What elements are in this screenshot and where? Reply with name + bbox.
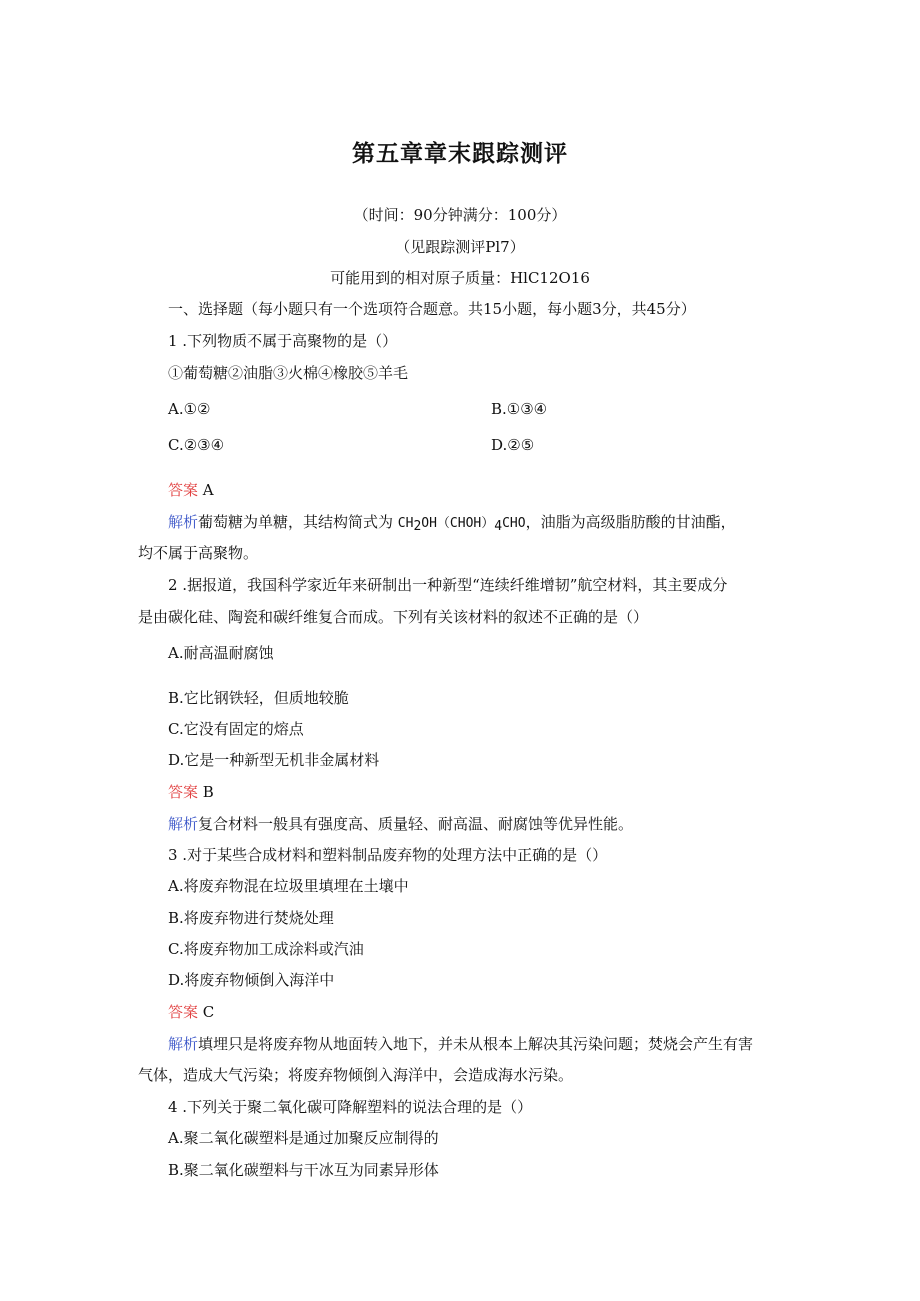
analysis-text: 填埋只是将废弃物从地面转入地下，并未从根本上解决其污染问题；焚烧会产生有害	[198, 1035, 754, 1053]
analysis-label: 解析	[168, 1035, 199, 1053]
question-1-option-d: D.②⑤	[491, 436, 535, 454]
question-1-analysis	[168, 512, 736, 534]
analysis-text: 葡萄糖为单糖，其结构简式为	[198, 513, 398, 531]
formula-part: CHO	[502, 516, 526, 531]
analysis-text: ，油脂为高级脂肪酸的甘油酯，	[525, 513, 736, 531]
question-3-option-d: D.将废弃物倾倒入海洋中	[168, 971, 335, 989]
formula-part: CH	[397, 516, 414, 531]
formula-part: OH（CHOH）	[421, 516, 495, 531]
question-3-option-b: B.将废弃物进行焚烧处理	[168, 909, 334, 927]
exam-time-info: （时间：90分钟满分：100分）	[353, 206, 567, 224]
question-4-option-b: B.聚二氧化碳塑料与干冰互为同素异形体	[168, 1161, 439, 1179]
answer-value: A	[198, 481, 214, 499]
question-2-analysis	[168, 814, 633, 834]
question-3-answer	[168, 1002, 214, 1022]
question-2-option-b: B.它比钢铁轻，但质地较脆	[168, 689, 349, 707]
page-title: 第五章章末跟踪测评	[352, 141, 568, 167]
question-1-answer	[168, 480, 214, 500]
question-3-option-c: C.将废弃物加工成涂料或汽油	[168, 940, 364, 958]
atomic-mass-note: 可能用到的相对原子质量：HlC12O16	[330, 269, 590, 287]
question-2-option-d: D.它是一种新型无机非金属材料	[168, 751, 380, 769]
question-4-option-a: A.聚二氧化碳塑料是通过加聚反应制得的	[168, 1129, 439, 1147]
answer-label: 答案	[168, 783, 199, 801]
answer-value: B	[198, 783, 214, 801]
question-2-answer	[168, 782, 214, 802]
formula-subscript: 2	[413, 519, 422, 534]
question-2-option-a: A.耐高温耐腐蚀	[168, 644, 274, 662]
question-2-stem-line-2: 是由碳化硅、陶瓷和碳纤维复合而成。下列有关该材料的叙述不正确的是（）	[138, 608, 649, 626]
question-1-stem: 1 .下列物质不属于高聚物的是（）	[168, 332, 398, 350]
question-2-option-c: C.它没有固定的熔点	[168, 720, 304, 738]
formula-subscript: 4	[494, 519, 503, 534]
question-1-items: ①葡萄糖②油脂③火棉④橡胶⑤羊毛	[168, 364, 409, 382]
analysis-label: 解析	[168, 815, 199, 833]
question-2-stem-line-1: 2 .据报道，我国科学家近年来研制出一种新型“连续纤维增韧”航空材料，其主要成分	[168, 576, 728, 594]
question-1-analysis-line-2: 均不属于高聚物。	[138, 544, 259, 562]
question-3-analysis-line-2: 气体，造成大气污染；将废弃物倾倒入海洋中，会造成海水污染。	[138, 1066, 574, 1084]
question-1-option-c: C.②③④	[168, 436, 225, 454]
answer-label: 答案	[168, 1003, 199, 1021]
answer-label: 答案	[168, 481, 199, 499]
analysis-text: 复合材料一般具有强度高、质量轻、耐高温、耐腐蚀等优异性能。	[198, 815, 634, 833]
question-3-option-a: A.将废弃物混在垃圾里填埋在土壤中	[168, 877, 409, 895]
question-4-stem: 4 .下列关于聚二氧化碳可降解塑料的说法合理的是（）	[168, 1098, 533, 1116]
question-3-analysis	[168, 1034, 753, 1054]
question-1-option-a: A.①②	[168, 400, 211, 418]
reference-note: （见跟踪测评Pl7）	[395, 238, 525, 256]
section-heading: 一、选择题（每小题只有一个选项符合题意。共15小题，每小题3分，共45分）	[168, 300, 696, 318]
analysis-label: 解析	[168, 513, 199, 531]
answer-value: C	[198, 1003, 215, 1021]
question-1-option-b: B.①③④	[491, 400, 548, 418]
question-3-stem: 3 .对于某些合成材料和塑料制品废弃物的处理方法中正确的是（）	[168, 846, 608, 864]
